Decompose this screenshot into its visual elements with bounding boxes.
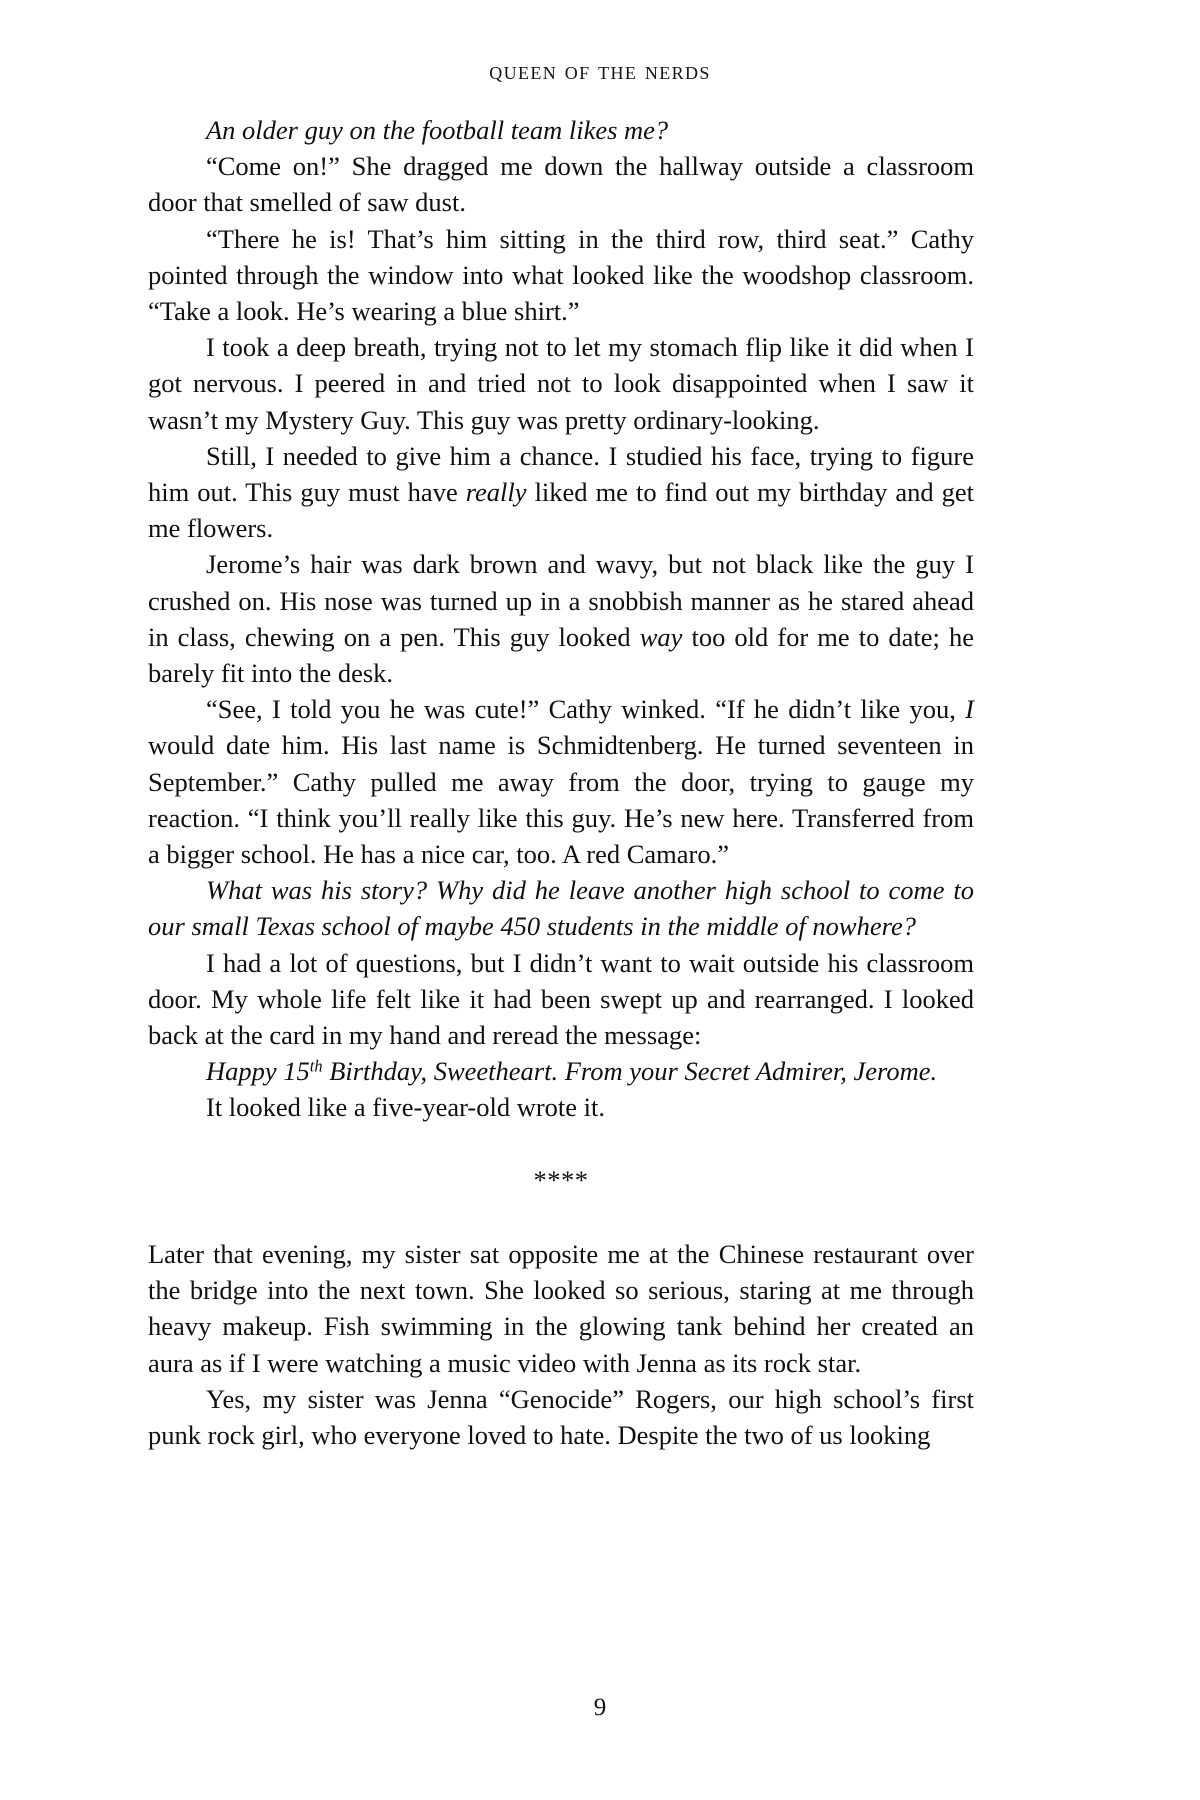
paragraph-5 — [148, 438, 974, 547]
running-header: queen of the nerds — [489, 58, 711, 85]
paragraph-2: “Come on!” She dragged me down the hallway outside a classroom door that smelled of saw dust. — [148, 151, 974, 218]
paragraph-7-text-after: would date him. His last name is Schmidtenberg. He turned seventeen in September.” Cathy pulled me away from the door, trying to gauge my reaction. “I think you’ll really like this guy. He’s new here. Transferred from a bigger school. He has a nice car, too. A red Camaro.” — [148, 730, 974, 870]
scene-break-spacer-top — [148, 1126, 974, 1162]
paragraph-8: What was his story? Why did he leave another high school to come to our small Texas school of maybe 450 students in the middle of nowhere? — [148, 875, 974, 942]
scene-break-spacer-bottom — [148, 1198, 974, 1236]
paragraph-11: It looked like a five-year-old wrote it. — [206, 1092, 606, 1123]
paragraph-5-text-before: Still, I needed to give him a chance. I studied his face, trying to figure him out. This guy must have — [148, 440, 974, 508]
paragraph-6-text-before: Jerome’s hair was dark brown and wavy, but not black like the guy I crushed on. His nose was turned up in a snobbish manner as he stared ahead in class, chewing on a pen. This guy looked — [148, 549, 974, 652]
paragraph-1: An older guy on the football team likes me? — [206, 115, 669, 145]
page-number: 9 — [593, 1694, 607, 1721]
paragraph-5-emphasis: really — [465, 477, 527, 508]
paragraph-6-emphasis: way — [639, 621, 683, 652]
ordinal-suffix: th — [309, 1056, 323, 1076]
paragraph-3: “There he is! That’s him sitting in the third row, third seat.” Cathy pointed through the window into what looked like the woodshop classroom. “Take a look. He’s wearing a blue shirt.” — [148, 223, 974, 327]
paragraph-13: Yes, my sister was Jenna “Genocide” Rogers, our high school’s first punk rock girl, who everyone loved to hate. Despite the two of us looking — [148, 1383, 974, 1450]
paragraph-7-text-before: “See, I told you he was cute!” Cathy winked. “If he didn’t like you, — [206, 694, 966, 725]
paragraph-9: I had a lot of questions, but I didn’t want to wait outside his classroom door. My whole life felt like it had been swept up and rearranged. I looked back at the card in my hand and reread the message: — [148, 947, 974, 1051]
paragraph-6 — [148, 546, 974, 691]
paragraph-10-text-before: Happy 15 — [206, 1056, 310, 1087]
paragraph-12: Later that evening, my sister sat opposite me at the Chinese restaurant over the bridge into the next town. She looked so serious, staring at me through heavy makeup. Fish swimming in the glowing tank behind her created an aura as if I were watching a music video with Jenna as its rock star. — [148, 1238, 974, 1378]
paragraph-10 — [148, 1053, 974, 1089]
paragraph-7 — [148, 691, 974, 872]
text-block — [148, 112, 974, 1453]
scene-break: **** — [533, 1164, 589, 1195]
paragraph-5-text-after: liked me to find out my birthday and get me flowers. — [148, 477, 974, 544]
paragraph-6-text-after: too old for me to date; he barely fit into the desk. — [148, 621, 974, 689]
paragraph-7-emphasis: I — [965, 694, 974, 725]
paragraph-10-text-after: Birthday, Sweetheart. From your Secret Admirer, Jerome. — [322, 1056, 938, 1087]
paragraph-4: I took a deep breath, trying not to let my stomach flip like it did when I got nervous. I peered in and tried not to look disappointed when I saw it wasn’t my Mystery Guy. This guy was pretty ordinary-looking. — [148, 332, 974, 435]
